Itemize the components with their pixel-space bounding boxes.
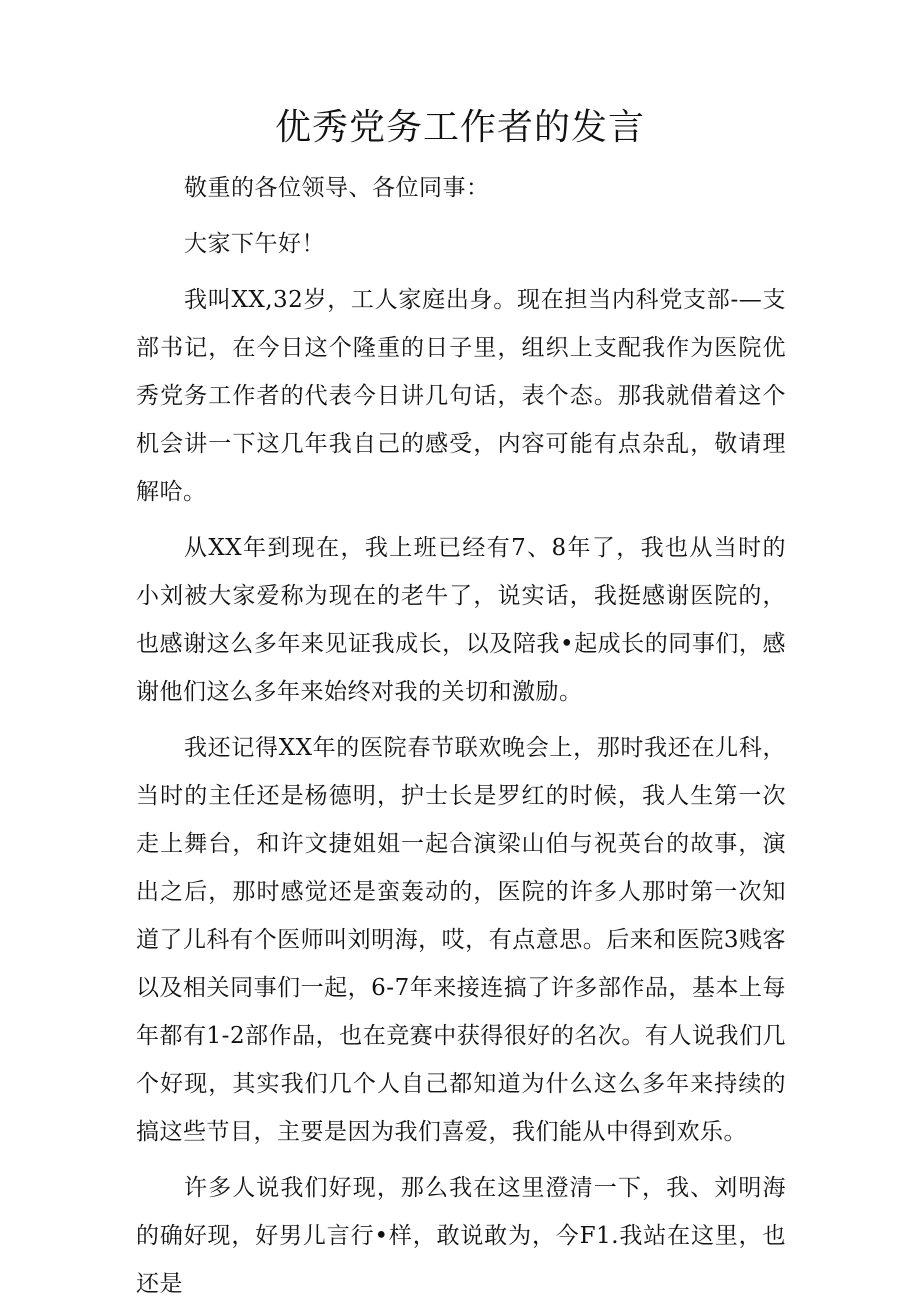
memory-paragraph: 我还记得XX年的医院春节联欢晚会上，那时我还在儿科，当时的主任还是杨德明，护士长是罗红的时候，我人生第一次走上舞台，和许文捷姐姐一起合演梁山伯与祝英台的故事，演出之后，那时感觉还是蛮轰动的，医院的许多人那时第一次知道了儿科有个医师叫刘明海，哎，有点意思。后来和医院3贱客以及相关同事们一起，6-7年来接连搞了许多部作品，基本上每年都有1-2部作品，也在竞赛中获得很好的名次。有人说我们几个好现，其实我们几个人自己都知道为什么这么多年来持续的搞这些节目，主要是因为我们喜爱，我们能从中得到欢乐。	[136, 735, 786, 1145]
document-body	[136, 164, 786, 1316]
gratitude-paragraph: 从XX年到现在，我上班已经有7、8年了，我也从当时的小刘被大家爱称为现在的老牛了，说实话，我挺感谢医院的，也感谢这么多年来见证我成长，以及陪我•起成长的同事们，感谢他们这么多年来始终对我的关切和激励。	[136, 535, 786, 705]
introduction-paragraph: 我叫XX,32岁，工人家庭出身。现在担当内科党支部-—支部书记，在今日这个隆重的日子里，组织上支配我作为医院优秀党务工作者的代表今日讲几句话，表个态。那我就借着这个机会讲一下这几年我自己的感受，内容可能有点杂乱，敬请理解哈。	[136, 287, 786, 505]
clarification-paragraph: 许多人说我们好现，那么我在这里澄清一下，我、刘明海的确好现，好男儿言行•样，敢说敢为，今F1.我站在这里，也还是	[136, 1175, 786, 1297]
document-title: 优秀党务工作者的发言	[274, 107, 645, 148]
salutation-paragraph: 敬重的各位领导、各位同事：	[184, 175, 490, 201]
greeting-paragraph: 大家下午好！	[184, 231, 325, 257]
